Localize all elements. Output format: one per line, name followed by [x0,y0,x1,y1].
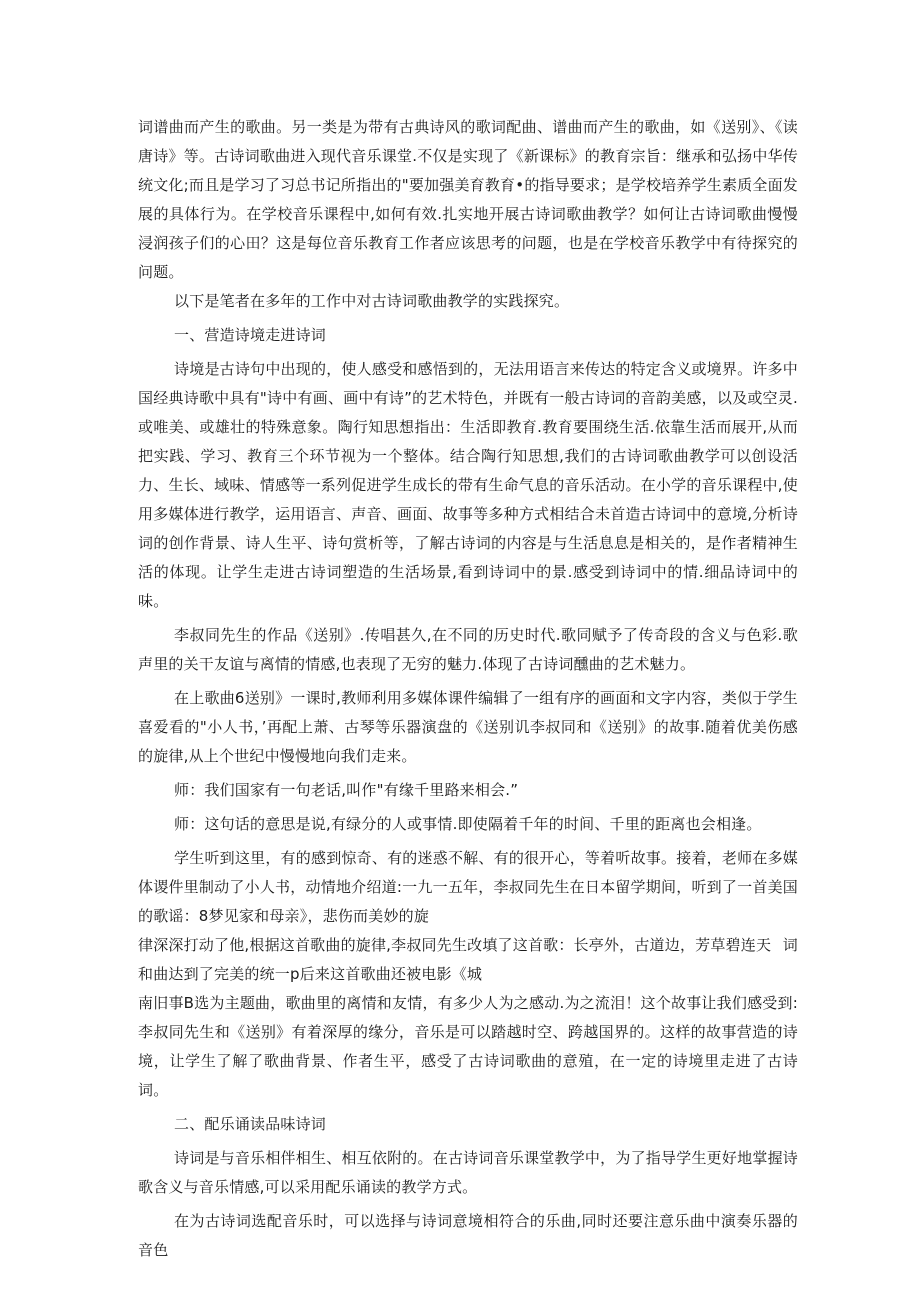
paragraph-teacher-line-1: 师：我们国家有一句老话,叫作"有缘千里路来相会.” [174,781,519,799]
document-page [138,113,798,1270]
paragraph-music-selection: 在为古诗词选配音乐时，可以选择与诗词意境相符合的乐曲,同时还要注意乐曲中演奏乐器的音色 [138,1212,798,1259]
paragraph-transition: 以下是笔者在多年的工作中对古诗词歌曲教学的实践探究。 [174,292,570,310]
lyrics-line-text: 律深深打动了他,根据这首歌曲的旋律,李叔同先生改填了这首歌：长亭外，古道边，芳草碧连天 [138,936,772,954]
paragraph-music-recitation: 诗词是与音乐相伴相生、相互依附的。在古诗词音乐课堂教学中，为了指导学生更好地掌握诗歌含义与音乐情感,可以采用配乐诵读的教学方式。 [138,1149,798,1196]
paragraph-li-shutong: 李叔同先生的作品《送别》.传唱甚久,在不同的历史时代.歌同赋予了传奇段的含义与色彩.歌声里的关干友谊与离情的情感,也表现了无穷的魅力.体现了古诗词醺曲的艺术魅力。 [138,626,798,673]
paragraph-poetic-realm: 诗境是古诗句中出现的，使人感受和感悟到的，无法用语言来传达的特定含义或境界。许多中国经典诗歌中具有"诗中有画、画中有诗”的艺术特色，并既有一般古诗词的音韵美感，以及或空灵.或唯美、或雄壮的特殊意象。陶行知思想指出：生活即教育.教育要围绕生活.依靠生活而展开,从而把实践、学习、教育三个环节视为一个整体。结合陶行知思想,我们的古诗词歌曲教学可以创设活力、生长、域味、情感等一系列促进学生成长的带有生命气息的音乐活动。在小学的音乐课程中,使用多媒体进行教学，运用语言、声音、画面、故事等多种方式相结合未首造古诗词中的意境,分析诗词的创作背景、诗人生平、诗句赏析等，了解古诗词的内容是与生活息息是相关的，是作者精神生活的体现。让学生走进古诗词塑造的生活场景,看到诗词中的景.感受到诗词中的情.细品诗词中的味。 [138,360,798,610]
paragraph-lesson: 在上歌曲6送别》一课时,教师利用多媒体课件编辑了一组有序的画面和文字内容，类似于学生喜爱看的"小人书，’再配上萧、古琴等乐器演盘的《送别讥李叔同和《送别》的故事.随着优美伤感的旋律,从上个世纪中慢慢地向我们走来。 [138,689,798,765]
paragraph-intro: 词谱曲而产生的歌曲。另一类是为带有古典诗风的歌词配曲、谱曲而产生的歌曲，如《送别》、《读唐诗》等。古诗词歌曲进入现代音乐课堂.不仅是实现了《新课标》的教育宗旨：继承和弘扬中华传统文化;而且是学习了习总书记所指出的"要加强美育教育•的指导要求；是学校培养学生素质全面发展的具体行为。在学校音乐课程中,如何有效.扎实地开展古诗词歌曲教学？如何让古诗词歌曲慢慢浸润孩子们的心田？这是每位音乐教育工作者应该思考的问题，也是在学校音乐教学中有待探究的问题。 [138,118,798,281]
paragraph-lyrics-line [138,931,798,960]
section-heading-1: 一、营造诗境走进诗词 [174,326,327,344]
paragraph-story: 学生听到这里，有的感到惊奇、有的迷惑不解、有的很开心，等着听故事。接着，老师在多媒体谡件里制动了小人书，动情地介绍道:一九一五年，李叔同先生在日本留学期间，听到了一首美国的歌谣：8梦见家和母亲》，悲伤而美妙的旋 [138,849,798,925]
section-heading-2: 二、配乐诵读品味诗词 [174,1115,327,1133]
paragraph-lyrics-continued: 和曲达到了完美的统一p后来这首歌曲还被电影《城 [138,965,483,983]
paragraph-teacher-line-2: 师：这句话的意思是说,有绿分的人或事情.即使隔着千年的时间、千里的距离也会相逢。 [174,815,762,833]
lyrics-line-tail: 词 [782,936,798,954]
paragraph-film-theme: 南旧事B选为主题曲，歌曲里的离情和友情，有多少人为之感动.为之流泪！这个故事让我们感受到:李叔同先生和《送别》有着深厚的缘分，音乐是可以踏越时空、跨越国界的。这样的故事营造的诗境，让学生了解了歌曲背景、作者生平，感受了古诗词歌曲的意殖，在一定的诗境里走进了古诗词。 [138,994,798,1099]
